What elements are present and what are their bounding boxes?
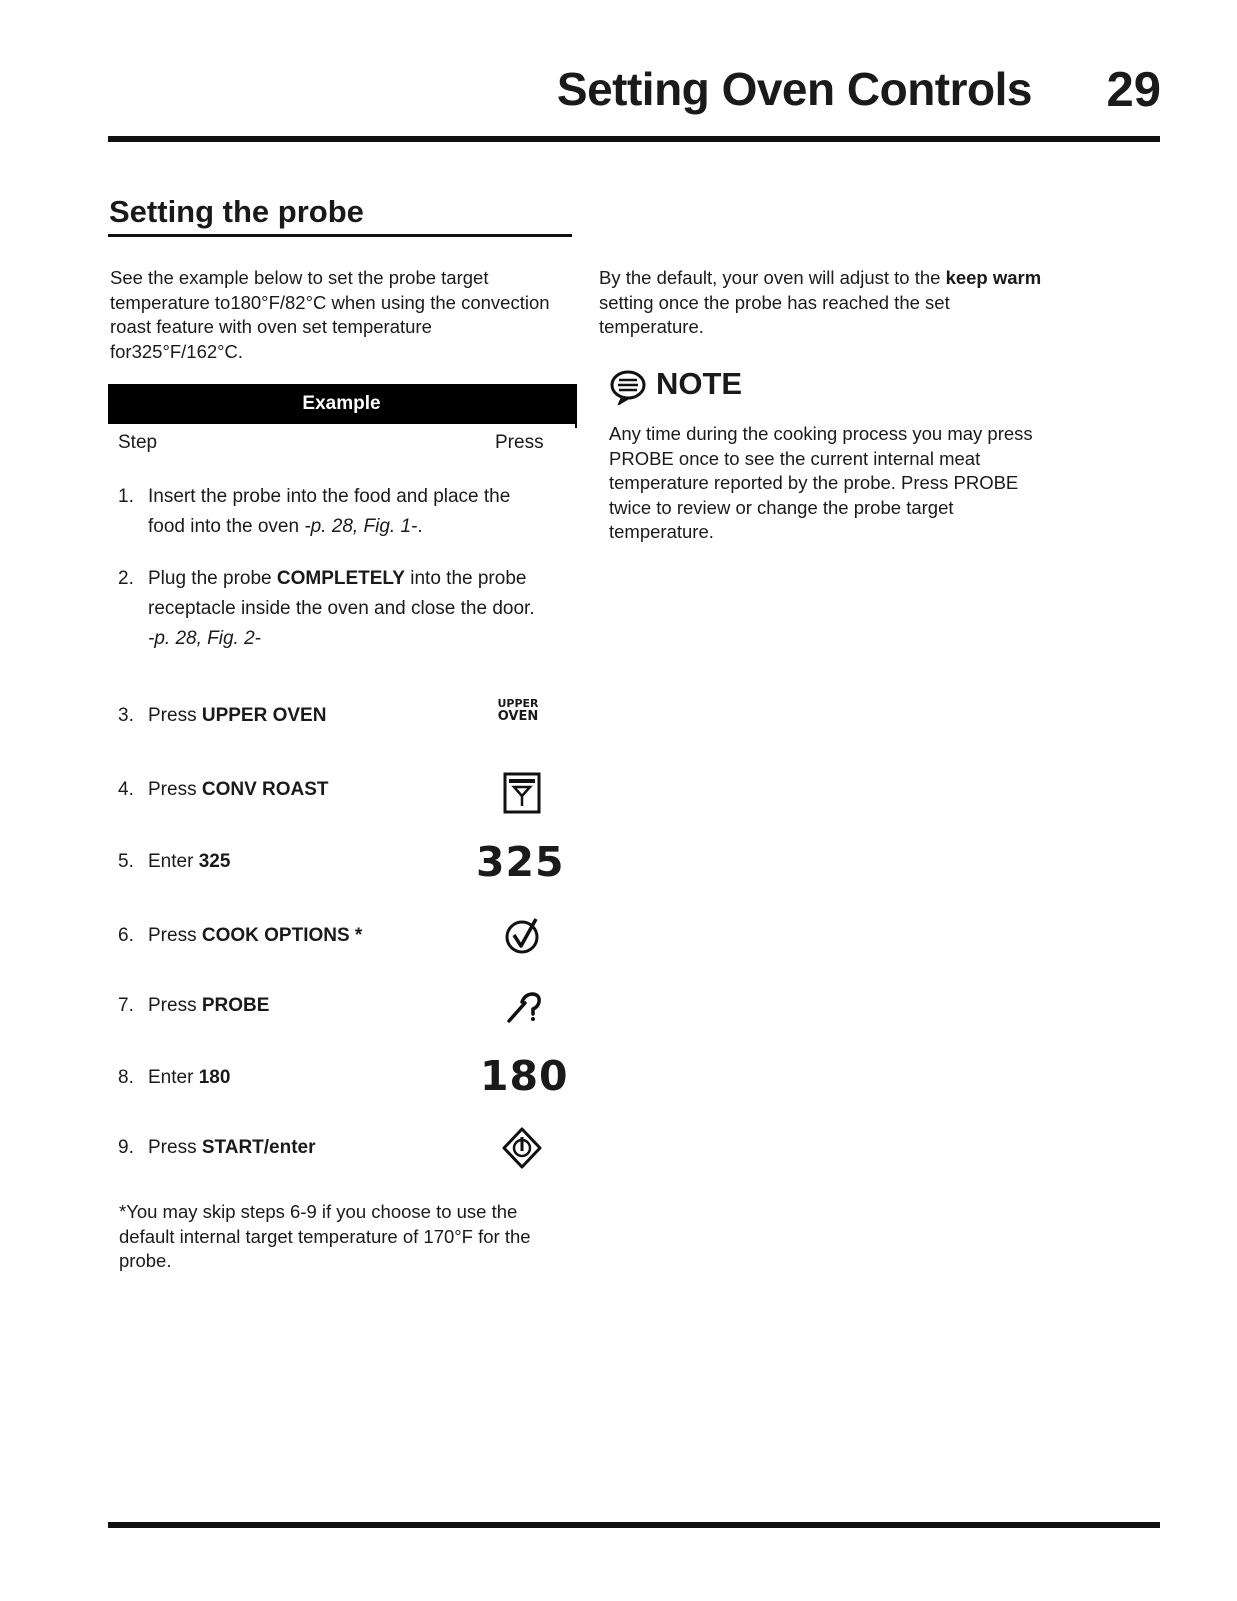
upper-oven-button-icon (486, 697, 550, 723)
example-banner: Example (108, 384, 575, 424)
display-325: 325 (476, 838, 565, 886)
step-text: Enter (148, 851, 199, 872)
step-text: Press (148, 925, 202, 946)
step-keyword: 180 (198, 1067, 231, 1088)
keep-warm-text-end: setting once the probe has reached the set temperature. (599, 291, 950, 337)
page-header-title: Setting Oven Controls (556, 63, 1032, 115)
step-text: Press (148, 1137, 202, 1158)
upper-oven-icon-line-2: OVEN (497, 709, 539, 724)
step-keyword: COOK OPTIONS * (201, 925, 363, 946)
step-2 (118, 564, 558, 654)
probe-icon (505, 988, 545, 1024)
example-banner-edge (575, 384, 577, 428)
step-number: 9. (118, 1137, 134, 1158)
footnote: *You may skip steps 6-9 if you choose to use the default internal target temperature of 170°F for the probe. (119, 1201, 531, 1271)
step-text: Enter (148, 1067, 199, 1088)
step-keyword: COMPLETELY (276, 568, 405, 589)
step-text-cont: food into the oven (148, 516, 305, 537)
step-number: 8. (118, 1067, 134, 1088)
intro-paragraph: See the example below to set the probe target temperature to180°F/82°C when using the convection roast feature with oven set temperature for325°F/162°C. (110, 267, 550, 362)
step-text: Plug the probe (148, 568, 277, 589)
step-number: 6. (118, 925, 134, 946)
footer-rule (108, 1522, 1160, 1528)
page-number: 29 (1106, 63, 1161, 117)
step-text-end: into the probe (404, 568, 527, 589)
step-number: 7. (118, 995, 134, 1016)
step-6 (118, 921, 558, 951)
step-keyword: 325 (198, 851, 231, 872)
note-title: NOTE (656, 366, 743, 401)
figure-reference: -p. 28, Fig. 1- (304, 516, 418, 537)
note-bubble-icon (609, 369, 647, 405)
step-7 (118, 991, 558, 1021)
step-number: 1. (118, 486, 134, 507)
step-text: Press (148, 705, 202, 726)
step-text: Insert the probe into the food and place the (148, 486, 511, 507)
press-column-header: Press (495, 432, 544, 453)
step-4 (118, 775, 558, 805)
step-number: 5. (118, 851, 134, 872)
check-circle-icon (502, 914, 544, 956)
step-number: 4. (118, 779, 134, 800)
upper-oven-icon-line-1: UPPER (497, 697, 539, 710)
step-text-end: . (417, 516, 423, 537)
section-title: Setting the probe (109, 194, 364, 229)
step-text: Press (148, 779, 202, 800)
step-keyword: UPPER OVEN (201, 705, 327, 726)
conv-roast-icon (502, 771, 542, 815)
display-180: 180 (480, 1052, 569, 1100)
step-keyword: CONV ROAST (201, 779, 329, 800)
keep-warm-paragraph (599, 266, 1059, 340)
keep-warm-text: By the default, your oven will adjust to the (599, 267, 946, 288)
section-underline (108, 234, 572, 237)
step-keyword: PROBE (201, 995, 270, 1016)
step-1 (118, 482, 558, 542)
step-9 (118, 1133, 558, 1163)
step-text-cont: receptacle inside the oven and close the door. (148, 598, 535, 619)
start-diamond-icon (500, 1126, 544, 1170)
step-number: 3. (118, 705, 134, 726)
figure-reference: -p. 28, Fig. 2- (148, 628, 261, 649)
step-text: Press (148, 995, 202, 1016)
note-body: Any time during the cooking process you may press PROBE once to see the current internal meat temperature reported by the probe. Press PROBE twice to review or change the probe target temperature. (609, 423, 1033, 542)
keep-warm-keyword: keep warm (945, 267, 1042, 288)
header-rule (108, 136, 1160, 142)
step-number: 2. (118, 568, 134, 589)
step-keyword: START/enter (201, 1137, 316, 1158)
step-column-header: Step (118, 432, 158, 453)
